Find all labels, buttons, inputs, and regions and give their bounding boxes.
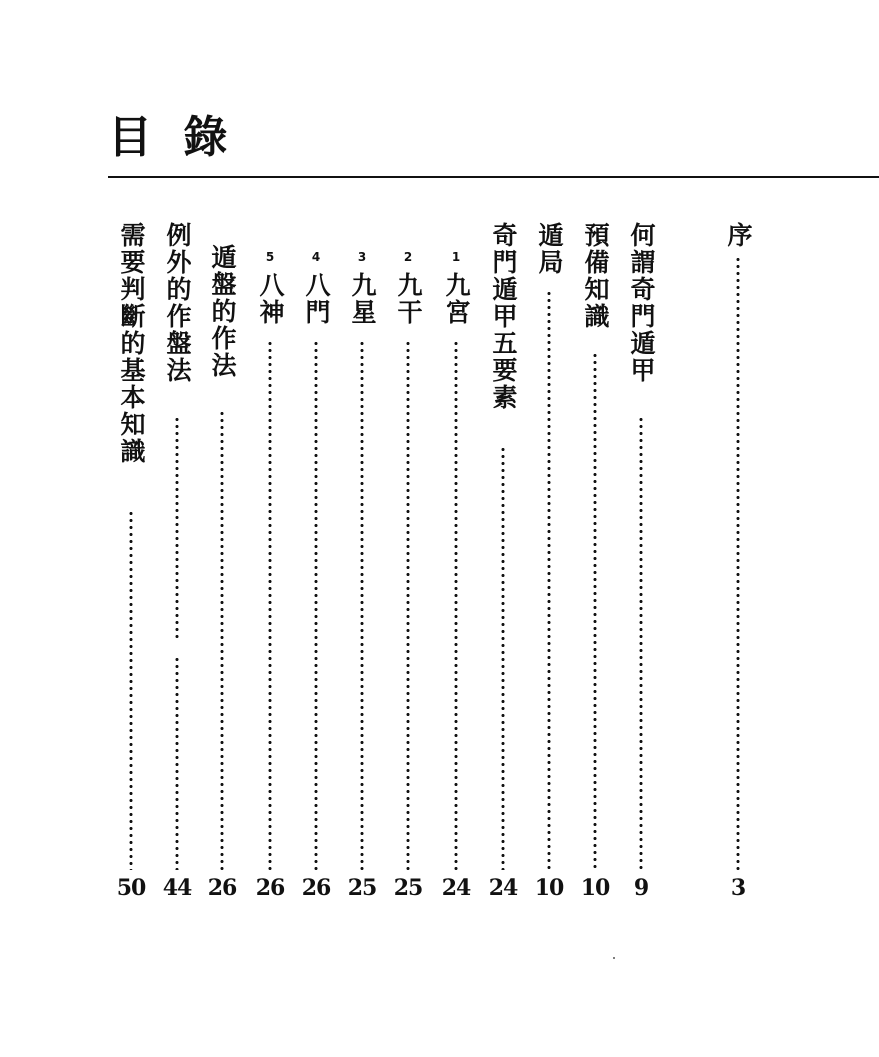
dot-leader xyxy=(175,416,179,642)
toc-page-number: 24 xyxy=(488,875,518,901)
toc-entry-title: 八神 xyxy=(256,272,285,326)
title-rule xyxy=(108,176,879,178)
toc-page-number: 24 xyxy=(441,875,471,901)
toc-entry-title: 奇門遁甲五要素 xyxy=(489,222,518,411)
toc-entry-number: 2 xyxy=(403,250,413,264)
toc-entry-number: 1 xyxy=(451,250,461,264)
toc-entry-title: 九星 xyxy=(348,272,377,326)
toc-entry-title: 例外的作盤法 xyxy=(163,222,192,384)
dot-leader xyxy=(454,340,458,870)
toc-page-number: 25 xyxy=(347,875,377,901)
dot-leader xyxy=(268,340,272,870)
toc-entry-number: 4 xyxy=(311,250,321,264)
toc-page-number: 10 xyxy=(534,875,564,901)
dot-leader xyxy=(547,290,551,870)
toc-page-number: 44 xyxy=(162,875,192,901)
dot-leader xyxy=(639,416,643,870)
dot-leader xyxy=(175,656,179,870)
toc-entry-title: 需要判斷的基本知識 xyxy=(117,222,146,465)
toc-entry-number: 3 xyxy=(357,250,367,264)
toc-entry-title: 遁盤的作法 xyxy=(208,244,237,379)
scan-speck xyxy=(613,957,615,959)
dot-leader xyxy=(736,256,740,870)
toc-entry-title: 序 xyxy=(724,222,753,249)
toc-entry-title: 八門 xyxy=(302,272,331,326)
toc-page-number: 26 xyxy=(255,875,285,901)
dot-leader xyxy=(314,340,318,870)
toc-page-number: 3 xyxy=(730,875,746,901)
toc-entry-title: 預備知識 xyxy=(581,222,610,330)
dot-leader xyxy=(501,446,505,870)
toc-entry-title: 何謂奇門遁甲 xyxy=(627,222,656,384)
toc-page-number: 26 xyxy=(207,875,237,901)
toc-page-number: 9 xyxy=(633,875,649,901)
dot-leader xyxy=(129,510,133,870)
toc-entry-title: 九宮 xyxy=(442,272,471,326)
toc-entry-number: 5 xyxy=(265,250,275,264)
dot-leader xyxy=(220,410,224,870)
toc-page-number: 10 xyxy=(580,875,610,901)
dot-leader xyxy=(360,340,364,870)
toc-entry-title: 九干 xyxy=(394,272,423,326)
toc-entry-title: 遁局 xyxy=(535,222,564,276)
dot-leader xyxy=(406,340,410,870)
dot-leader xyxy=(593,352,597,870)
toc-page-number: 50 xyxy=(116,875,146,901)
toc-page-number: 25 xyxy=(393,875,423,901)
toc-page-number: 26 xyxy=(301,875,331,901)
page-title: 目 錄 xyxy=(108,112,236,163)
